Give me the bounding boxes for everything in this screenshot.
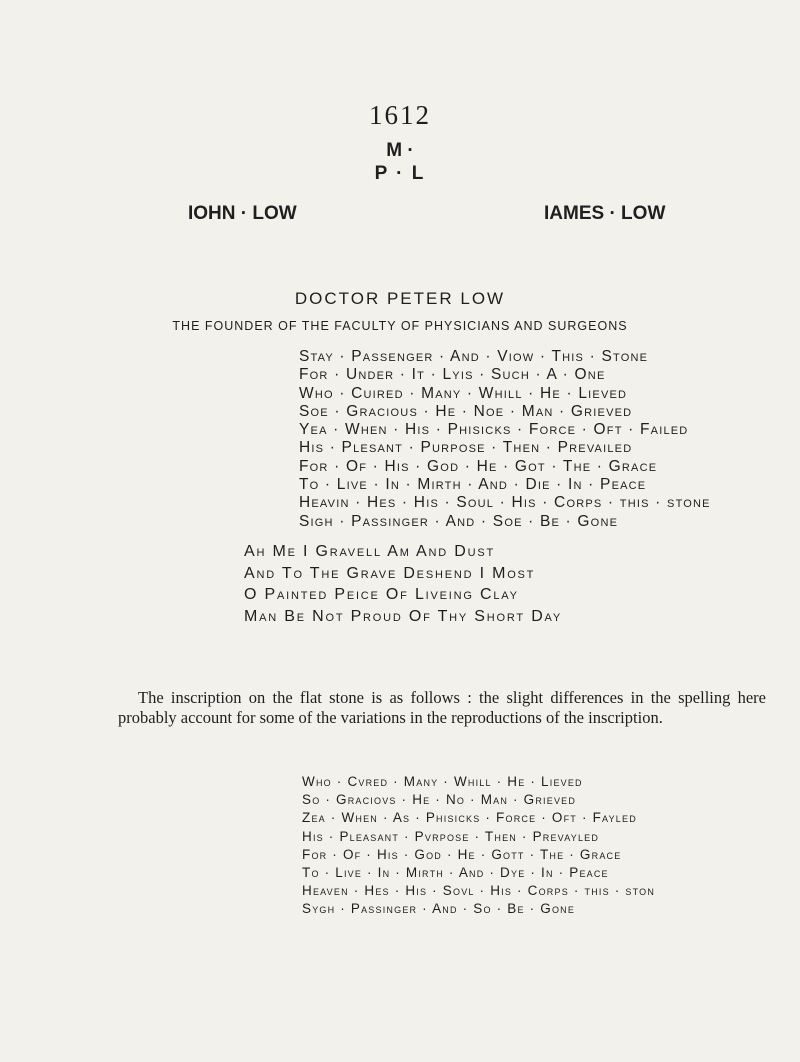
name-right: IAMES · LOW: [544, 203, 666, 224]
verse-flat-stone: [302, 773, 655, 919]
verse-line: Stay · Passenger · And · Viow · This · Stone: [299, 348, 649, 365]
verse-line: O Painted Peice Of Liveing Clay: [244, 586, 519, 603]
verse-line: Soe · Gracious · He · Noe · Man · Grieved: [299, 402, 633, 420]
verse-line: Ah Me I Gravell Am And Dust: [244, 543, 496, 560]
page-subtitle: THE FOUNDER OF THE FACULTY OF PHYSICIANS AND SURGEONS: [172, 319, 628, 333]
verse-line: Yea · When · His · Phisicks · Force · Oft · Failed: [299, 421, 689, 439]
verse-line: So · Graciovs · He · No · Man · Grieved: [302, 792, 577, 808]
monogram-line2: P · L: [374, 163, 426, 184]
verse-line: For · Of · His · God · He · Gott · The · Grace: [302, 846, 622, 862]
verse-line: For · Under · It · Lyis · Such · A · One: [299, 366, 606, 384]
verse-gravell: [244, 541, 562, 627]
verse-line: His · Plesant · Purpose · Then · Prevailed: [299, 439, 633, 457]
verse-line: His · Pleasant · Pvrpose · Then · Prevayled: [302, 828, 600, 844]
verse-line: Sigh · Passinger · And · Soe · Be · Gone: [299, 512, 619, 530]
verse-line: Zea · When · As · Phisicks · Force · Oft · Fayled: [302, 810, 637, 826]
verse-line: Sygh · Passinger · And · So · Be · Gone: [302, 901, 576, 917]
verse-line: To · Live · In · Mirth · And · Die · In · Peace: [299, 476, 647, 494]
verse-line: Man Be Not Proud Of Thy Short Day: [244, 607, 563, 625]
verse-stone-inscription: [299, 348, 711, 531]
verse-line: Heaven · Hes · His · Sovl · His · Corps · this · ston: [302, 883, 656, 899]
name-left: IOHN · LOW: [188, 203, 297, 224]
verse-line: Who · Cuired · Many · Whill · He · Lieved: [299, 384, 628, 402]
year: 1612: [369, 100, 431, 130]
verse-line: To · Live · In · Mirth · And · Dye · In · Peace: [302, 865, 609, 881]
verse-line: Heavin · Hes · His · Soul · His · Corps · this · stone: [299, 494, 711, 512]
monogram-line1: M ·: [386, 140, 414, 161]
verse-line: For · Of · His · God · He · Got · The · Grace: [299, 457, 658, 475]
verse-line: Who · Cvred · Many · Whill · He · Lieved: [302, 774, 583, 789]
body-paragraph: The inscription on the flat stone is as follows : the slight differences in the spelling here probably account for some of the variations in the reproductions of the inscription.: [118, 688, 766, 727]
page-title: DOCTOR PETER LOW: [294, 289, 506, 308]
verse-line: And To The Grave Deshend I Most: [244, 564, 536, 582]
